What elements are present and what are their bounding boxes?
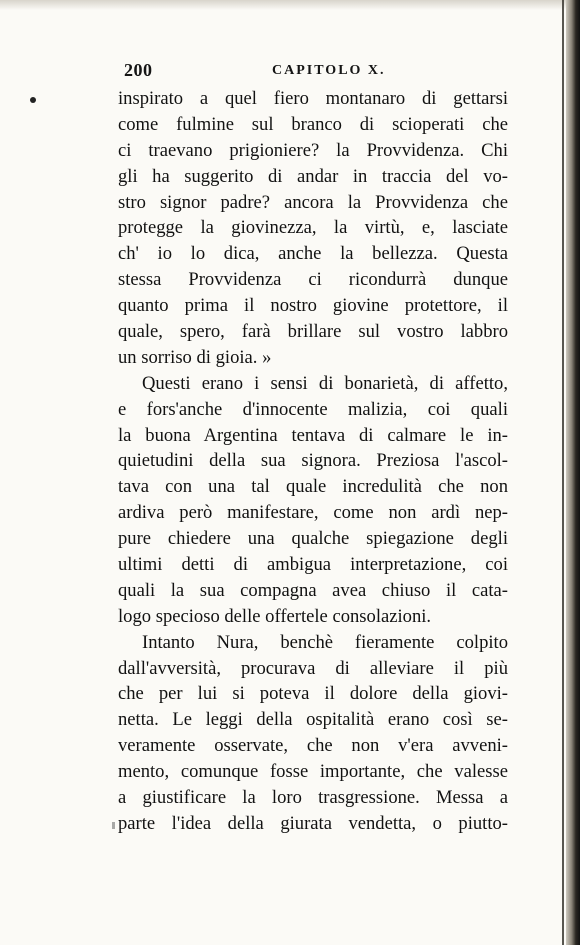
text-line: stro signor padre? ancora la Provvidenza che bbox=[118, 191, 508, 213]
text-line: ultimi detti di ambigua interpretazione, coi bbox=[118, 554, 508, 576]
margin-ink-spot bbox=[30, 97, 36, 103]
text-line: ci traevano prigioniere? la Provvidenza. Chi bbox=[118, 139, 508, 161]
page-binding-edge-line bbox=[562, 0, 564, 945]
text-line: la buona Argentina tentava di calmare le in- bbox=[118, 424, 508, 446]
text-line: come fulmine sul branco di scioperati che bbox=[118, 113, 508, 135]
text-line: dall'avversità, procurava di alleviare il più bbox=[118, 657, 508, 679]
text-line: parte l'idea della giurata vendetta, o piutto- bbox=[118, 812, 508, 834]
body-text bbox=[118, 86, 508, 837]
text-line: un sorriso di gioia. » bbox=[118, 346, 272, 368]
text-line: inspirato a quel fiero montanaro di gettarsi bbox=[118, 88, 508, 109]
running-head: CAPITOLO X. bbox=[272, 63, 386, 78]
text-line: veramente osservate, che non v'era avveni- bbox=[118, 735, 508, 757]
text-line: quanto prima il nostro giovine protettore, il bbox=[118, 295, 508, 317]
text-line: gli ha suggerito di andar in traccia del vo- bbox=[118, 165, 508, 187]
text-line: logo specioso delle offertele consolazioni. bbox=[118, 605, 432, 627]
page-number: 200 bbox=[124, 60, 153, 80]
text-line: quali la sua compagna avea chiuso il cata- bbox=[118, 579, 508, 601]
page-binding-edge bbox=[566, 0, 580, 945]
text-line: tava con una tal quale incredulità che non bbox=[118, 476, 508, 498]
text-line: che per lui si poteva il dolore della giovi- bbox=[118, 683, 508, 705]
paragraph-first-line: Intanto Nura, benchè fieramente colpito bbox=[142, 631, 508, 653]
text-line: pure chiedere una qualche spiegazione degli bbox=[118, 528, 508, 550]
text-line: ardiva però manifestare, come non ardì nep- bbox=[118, 502, 508, 524]
text-line: ch' io lo dica, anche la bellezza. Questa bbox=[118, 243, 508, 265]
text-line: protegge la giovinezza, la virtù, e, lasciate bbox=[118, 217, 508, 239]
page-header bbox=[124, 60, 508, 84]
paragraph-first-line: Questi erano i sensi di bonarietà, di affetto, bbox=[142, 372, 508, 394]
page-top-shadow bbox=[0, 0, 566, 10]
text-line: mento, comunque fosse importante, che valesse bbox=[118, 761, 508, 783]
text-line: stessa Provvidenza ci ricondurrà dunque bbox=[118, 269, 508, 291]
text-line: e fors'anche d'innocente malizia, coi quali bbox=[118, 398, 508, 420]
text-line: netta. Le leggi della ospitalità erano così se- bbox=[118, 709, 508, 731]
text-line: quietudini della sua signora. Preziosa l'ascol- bbox=[118, 450, 508, 472]
text-line: quale, spero, farà brillare sul vostro labbro bbox=[118, 321, 508, 343]
text-line: a giustificare la loro trasgressione. Messa a bbox=[118, 787, 508, 809]
margin-ink-tick bbox=[112, 822, 115, 829]
